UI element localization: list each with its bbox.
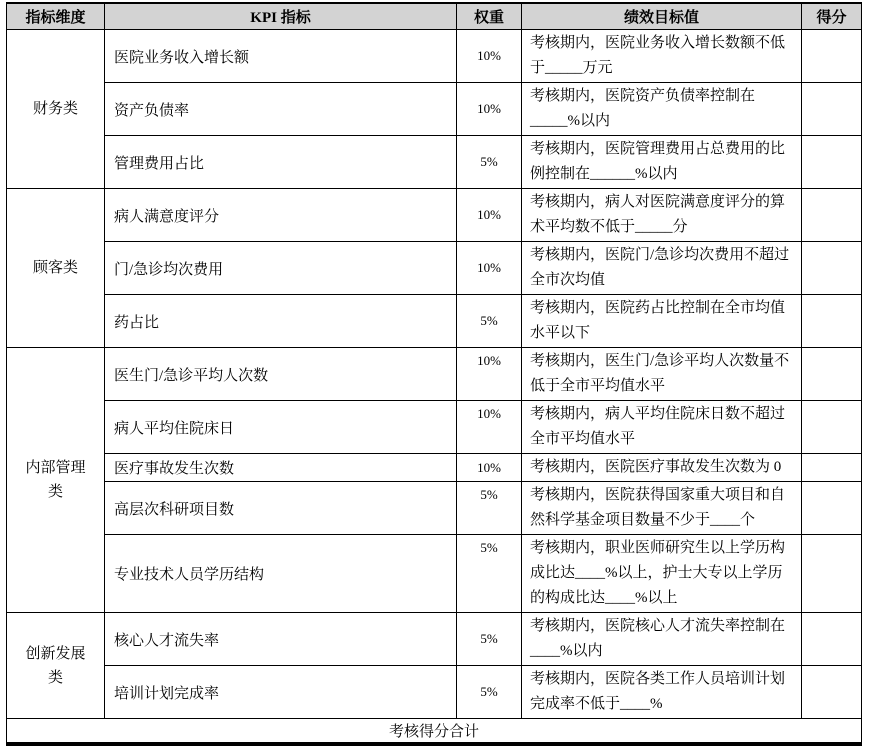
weight-cell: 10%	[457, 189, 522, 242]
score-cell	[802, 242, 862, 295]
score-cell	[802, 348, 862, 401]
kpi-cell: 资产负债率	[105, 83, 457, 136]
header-cell-dimension: 指标维度	[7, 3, 105, 30]
category-cell-innovation: 创新发展类	[7, 613, 105, 719]
kpi-cell: 病人平均住院床日	[105, 401, 457, 454]
header-cell-weight: 权重	[457, 3, 522, 30]
table-row	[7, 535, 862, 613]
table-row	[7, 454, 862, 482]
weight-cell: 5%	[457, 666, 522, 719]
target-cell: 考核期内，职业医师研究生以上学历构成比达____%以上，护士大专以上学历的构成比达____%以上	[522, 535, 802, 613]
weight-cell: 10%	[457, 454, 522, 482]
category-cell-finance: 财务类	[7, 30, 105, 189]
kpi-cell: 培训计划完成率	[105, 666, 457, 719]
score-cell	[802, 613, 862, 666]
target-cell: 考核期内，医院资产负债率控制在_____%以内	[522, 83, 802, 136]
weight-cell: 5%	[457, 482, 522, 535]
table-row	[7, 348, 862, 401]
kpi-cell: 医生门/急诊平均人次数	[105, 348, 457, 401]
score-cell	[802, 30, 862, 83]
category-cell-internal: 内部管理类	[7, 348, 105, 613]
weight-cell: 5%	[457, 136, 522, 189]
score-cell	[802, 535, 862, 613]
target-cell: 考核期内，医生门/急诊平均人次数量不低于全市平均值水平	[522, 348, 802, 401]
target-cell: 考核期内，医院核心人才流失率控制在____%以内	[522, 613, 802, 666]
table-row	[7, 30, 862, 83]
table-row	[7, 613, 862, 666]
weight-cell: 10%	[457, 83, 522, 136]
header-row	[7, 3, 862, 30]
weight-cell: 5%	[457, 613, 522, 666]
table-row	[7, 136, 862, 189]
target-cell: 考核期内，医院门/急诊均次费用不超过全市次均值	[522, 242, 802, 295]
table-row	[7, 295, 862, 348]
weight-cell: 10%	[457, 30, 522, 83]
table-row	[7, 666, 862, 719]
kpi-table	[6, 2, 862, 746]
header-cell-kpi: KPI 指标	[105, 3, 457, 30]
target-cell: 考核期内，医院获得国家重大项目和自然科学基金项目数量不少于____个	[522, 482, 802, 535]
category-cell-customer: 顾客类	[7, 189, 105, 348]
score-cell	[802, 189, 862, 242]
header-cell-score: 得分	[802, 3, 862, 30]
header-cell-target: 绩效目标值	[522, 3, 802, 30]
score-cell	[802, 136, 862, 189]
target-cell: 考核期内，病人对医院满意度评分的算术平均数不低于_____分	[522, 189, 802, 242]
score-cell	[802, 401, 862, 454]
kpi-cell: 病人满意度评分	[105, 189, 457, 242]
kpi-cell: 核心人才流失率	[105, 613, 457, 666]
table-row	[7, 401, 862, 454]
target-cell: 考核期内，病人平均住院床日数不超过全市平均值水平	[522, 401, 802, 454]
score-cell	[802, 666, 862, 719]
score-cell	[802, 454, 862, 482]
weight-cell: 10%	[457, 401, 522, 454]
footer-row	[7, 719, 862, 745]
kpi-cell: 管理费用占比	[105, 136, 457, 189]
table-row	[7, 482, 862, 535]
kpi-cell: 专业技术人员学历结构	[105, 535, 457, 613]
target-cell: 考核期内，医院业务收入增长数额不低于_____万元	[522, 30, 802, 83]
kpi-cell: 医疗事故发生次数	[105, 454, 457, 482]
weight-cell: 5%	[457, 535, 522, 613]
target-cell: 考核期内，医院管理费用占总费用的比例控制在______%以内	[522, 136, 802, 189]
target-cell: 考核期内，医院药占比控制在全市均值水平以下	[522, 295, 802, 348]
kpi-cell: 门/急诊均次费用	[105, 242, 457, 295]
footer-label: 考核得分合计	[7, 719, 862, 745]
kpi-cell: 高层次科研项目数	[105, 482, 457, 535]
score-cell	[802, 295, 862, 348]
weight-cell: 10%	[457, 242, 522, 295]
table-row	[7, 242, 862, 295]
table-row	[7, 189, 862, 242]
table-row	[7, 83, 862, 136]
weight-cell: 5%	[457, 295, 522, 348]
kpi-cell: 药占比	[105, 295, 457, 348]
kpi-cell: 医院业务收入增长额	[105, 30, 457, 83]
score-cell	[802, 83, 862, 136]
score-cell	[802, 482, 862, 535]
weight-cell: 10%	[457, 348, 522, 401]
target-cell: 考核期内，医院医疗事故发生次数为 0	[522, 454, 802, 482]
target-cell: 考核期内，医院各类工作人员培训计划完成率不低于____%	[522, 666, 802, 719]
